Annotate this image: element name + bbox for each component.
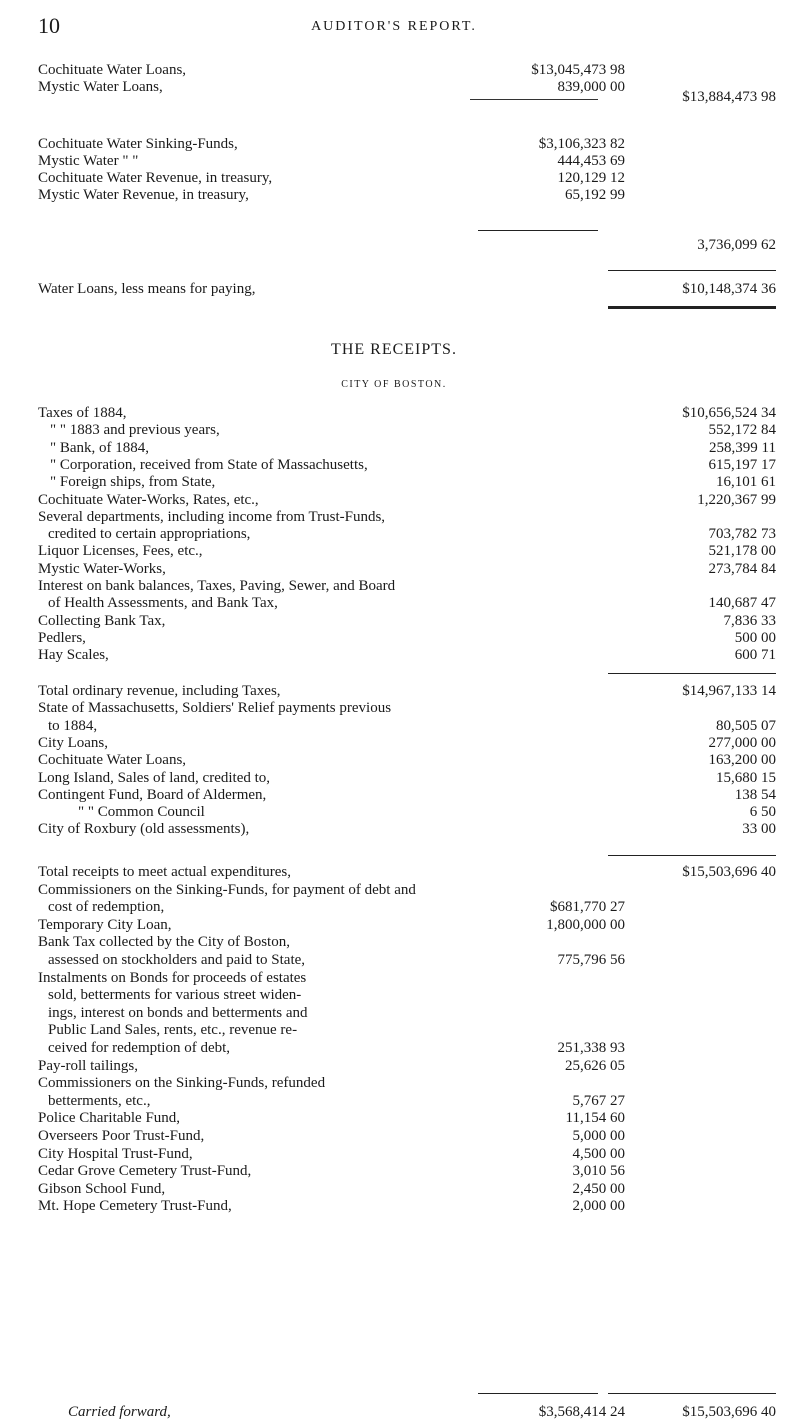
debt-row-mid-value: 4,500 00 xyxy=(572,1145,625,1162)
debt-row-mid-value: 25,626 05 xyxy=(565,1057,625,1074)
debt-row-label: City Hospital Trust-Fund, xyxy=(38,1145,193,1162)
other-receipt-row-label: to 1884, xyxy=(48,717,98,734)
carried-forward-mid-value: $3,568,414 24 xyxy=(538,1404,625,1420)
debt-row-label: assessed on stockholders and paid to State, xyxy=(48,952,306,968)
debt-row-label: betterments, etc., xyxy=(48,1092,151,1109)
receipt-row-right-value: 615,197 17 xyxy=(708,456,776,473)
receipt-row-label: of Health Assessments, and Bank Tax, xyxy=(48,595,278,612)
other-receipt-row-right-value: 277,000 00 xyxy=(708,734,776,751)
means-subtotal-rule xyxy=(478,230,598,231)
other-receipt-row-label: State of Massachusetts, Soldiers' Relief payments previous xyxy=(38,700,392,717)
debt-row-mid-value: 775,796 56 xyxy=(557,952,625,968)
other-receipt-row-right-value: 15,680 15 xyxy=(716,769,776,786)
means-row-mid-value: $3,106,323 82 xyxy=(538,136,625,152)
debt-row-label: sold, betterments for various street widen- xyxy=(48,987,302,1004)
other-receipt-row-right-value: 80,505 07 xyxy=(716,717,776,734)
receipt-row-label: " " 1883 and previous years, xyxy=(50,422,220,439)
means-row-label: Cochituate Water Revenue, in treasury, xyxy=(38,170,273,186)
receipt-row-right-value: 600 71 xyxy=(734,647,776,664)
debt-row-label: Commissioners on the Sinking-Funds, refunded xyxy=(38,1075,326,1092)
receipt-row-label: Liquor Licenses, Fees, etc., xyxy=(38,543,203,560)
carried-forward-label: Carried forward, xyxy=(68,1404,171,1420)
ordinary-total-rule xyxy=(608,673,776,674)
receipt-row-label: Pedlers, xyxy=(38,629,86,646)
debt-row-label: cost of redemption, xyxy=(48,899,165,916)
carried-forward-right-value: $15,503,696 40 xyxy=(682,1404,776,1420)
receipt-row-label: Taxes of 1884, xyxy=(38,405,127,421)
receipt-row-label: " Corporation, received from State of Massachusetts, xyxy=(50,456,368,473)
section-heading: THE RECEIPTS. xyxy=(331,341,457,358)
expend-total-right-value: $15,503,696 40 xyxy=(682,864,776,880)
receipt-row-label: " Foreign ships, from State, xyxy=(50,474,216,491)
debt-row-label: Overseers Poor Trust-Fund, xyxy=(38,1128,205,1144)
debt-row-mid-value: 251,338 93 xyxy=(557,1040,625,1056)
receipt-row-right-value: 140,687 47 xyxy=(708,595,776,612)
receipt-row-right-value: 552,172 84 xyxy=(708,422,776,439)
debt-row-label: Police Charitable Fund, xyxy=(38,1110,181,1127)
other-receipt-row-right-value: 6 50 xyxy=(749,804,776,821)
other-receipt-row-right-value: 33 00 xyxy=(742,821,776,838)
means-row-right-value: 3,736,099 62 xyxy=(697,237,776,253)
page-title: AUDITOR'S REPORT. xyxy=(311,19,477,34)
double-rule xyxy=(608,306,776,309)
water-loan-row-mid-value: $13,045,473 98 xyxy=(531,62,625,78)
receipt-row-label: " Bank, of 1884, xyxy=(50,439,150,456)
other-receipt-row-label: " " Common Council xyxy=(78,804,205,821)
receipt-row-label: Several departments, including income from Trust-Funds, xyxy=(38,508,386,525)
debt-row-label: Temporary City Loan, xyxy=(38,916,172,933)
debt-row-label: Commissioners on the Sinking-Funds, for payment of debt and xyxy=(38,881,416,898)
means-row-label: Cochituate Water Sinking-Funds, xyxy=(38,136,238,152)
debt-row-mid-value: 11,154 60 xyxy=(565,1110,625,1127)
means-row-mid-value: 120,129 12 xyxy=(557,170,625,186)
ordinary-total-right-value: $14,967,133 14 xyxy=(682,683,776,699)
debt-row-mid-value: 2,450 00 xyxy=(572,1180,625,1197)
carried-mid-rule xyxy=(478,1393,598,1394)
other-receipt-row-label: City Loans, xyxy=(38,734,108,751)
other-receipt-row-right-value: 163,200 00 xyxy=(708,752,776,769)
debt-row-label: Bank Tax collected by the City of Boston, xyxy=(38,934,290,951)
carried-right-rule xyxy=(608,1393,776,1394)
debt-row-label: ings, interest on bonds and betterments and xyxy=(48,1004,308,1021)
receipt-row-right-value: 703,782 73 xyxy=(708,526,776,543)
receipt-row-label: Hay Scales, xyxy=(38,647,109,664)
ordinary-total-label: Total ordinary revenue, including Taxes, xyxy=(38,683,281,699)
debt-row-label: Mt. Hope Cemetery Trust-Fund, xyxy=(38,1198,232,1215)
receipt-row-label: Mystic Water-Works, xyxy=(38,560,166,577)
debt-row-mid-value: 1,800,000 00 xyxy=(546,916,625,933)
debt-row-label: Pay-roll tailings, xyxy=(38,1057,138,1074)
water-loan-row-label: Cochituate Water Loans, xyxy=(38,62,187,78)
receipt-row-right-value: 1,220,367 99 xyxy=(697,491,776,508)
means-row-mid-value: 65,192 99 xyxy=(565,187,625,203)
receipt-row-right-value: 521,178 00 xyxy=(708,543,776,560)
page-number: 10 xyxy=(38,13,60,38)
debt-row-label: Public Land Sales, rents, etc., revenue re- xyxy=(48,1022,298,1039)
debt-row-mid-value: 5,767 27 xyxy=(572,1092,625,1109)
debt-row-mid-value: 3,010 56 xyxy=(572,1163,625,1180)
debt-row-mid-value: 2,000 00 xyxy=(572,1198,625,1215)
debt-row-mid-value: 5,000 00 xyxy=(572,1128,625,1144)
other-receipt-row-label: Cochituate Water Loans, xyxy=(38,752,187,769)
other-receipt-row-label: Contingent Fund, Board of Aldermen, xyxy=(38,786,267,803)
receipt-row-right-value: 500 00 xyxy=(734,629,776,646)
water-loan-row-label: Mystic Water Loans, xyxy=(38,79,163,95)
debt-row-label: Gibson School Fund, xyxy=(38,1180,166,1197)
debt-row-label: Instalments on Bonds for proceeds of estates xyxy=(38,969,307,986)
other-receipt-row-label: City of Roxbury (old assessments), xyxy=(38,821,250,838)
water-loan-row-mid-value: 839,000 00 xyxy=(557,79,625,95)
net-top-rule xyxy=(608,270,776,271)
receipt-row-right-value: 7,836 33 xyxy=(723,612,776,629)
section-subheading: CITY OF BOSTON. xyxy=(341,379,447,390)
means-row-label: Mystic Water Revenue, in treasury, xyxy=(38,187,249,203)
debt-row-mid-value: $681,770 27 xyxy=(550,899,625,916)
receipt-row-label: Cochituate Water-Works, Rates, etc., xyxy=(38,491,259,508)
debt-row-label: ceived for redemption of debt, xyxy=(48,1040,231,1056)
net-water-loans-label: Water Loans, less means for paying, xyxy=(38,281,256,297)
other-receipt-row-right-value: 138 54 xyxy=(734,786,776,803)
receipt-row-label: Interest on bank balances, Taxes, Paving, Sewer, and Board xyxy=(38,578,396,594)
receipt-row-right-value: 258,399 11 xyxy=(709,439,776,456)
other-receipt-row-label: Long Island, Sales of land, credited to, xyxy=(38,769,271,786)
receipt-row-right-value: 16,101 61 xyxy=(716,474,776,491)
receipt-row-label: credited to certain appropriations, xyxy=(48,526,251,543)
receipt-row-right-value: $10,656,524 34 xyxy=(682,405,776,421)
expend-total-rule xyxy=(608,855,776,856)
subtotal-rule xyxy=(470,99,598,100)
means-row-label: Mystic Water " " xyxy=(38,153,139,169)
debt-row-label: Cedar Grove Cemetery Trust-Fund, xyxy=(38,1163,252,1180)
expend-total-label: Total receipts to meet actual expenditures, xyxy=(38,864,292,880)
receipt-row-right-value: 273,784 84 xyxy=(708,560,776,577)
means-row-mid-value: 444,453 69 xyxy=(557,153,625,169)
net-water-loans-value: $10,148,374 36 xyxy=(682,281,776,297)
receipt-row-label: Collecting Bank Tax, xyxy=(38,612,166,629)
water-loan-row-right-value: $13,884,473 98 xyxy=(682,89,776,105)
